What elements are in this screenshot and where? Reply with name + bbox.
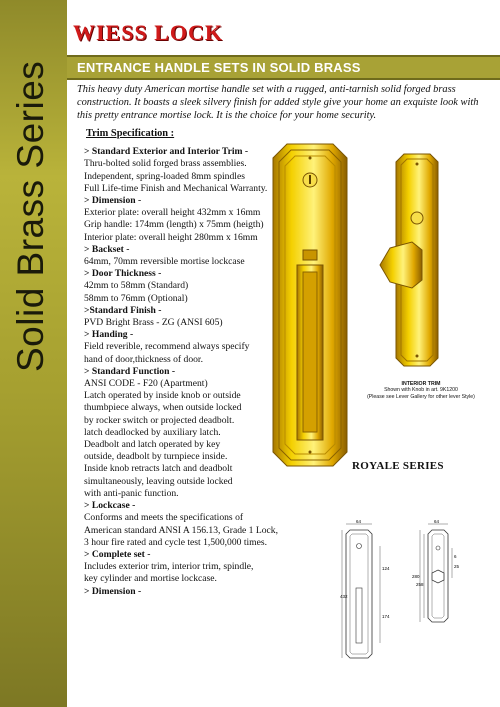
series-vertical-title: Solid Brass Series [10, 60, 51, 372]
caption-title: INTERIOR TRIM [401, 381, 441, 387]
spec-heading: > Backset - [84, 243, 130, 255]
spec-heading: >Standard Finish - [84, 304, 162, 316]
spec-line: latch deadlocked by auxiliary latch. [84, 426, 221, 438]
spec-line: PVD Bright Brass - ZG (ANSI 605) [84, 317, 223, 329]
spec-line: 3 hour fire rated and cycle test 1,500,000 times. [84, 536, 268, 548]
spec-line: Thru-bolted solid forged brass assemblies. [84, 158, 247, 170]
dim-432: 432 [340, 594, 348, 599]
spec-line: American standard ANSI A 156.13, Grade 1 Lock, [84, 524, 278, 536]
dim-174: 174 [382, 614, 390, 619]
spec-line: Includes exterior trim, interior trim, spindle, [84, 561, 254, 573]
spec-line: Full Life-time Finish and Mechanical Warranty. [84, 182, 268, 194]
spec-line: Deadbolt and latch operated by key [84, 439, 221, 451]
spec-line: Conforms and meets the specifications of [84, 512, 244, 524]
spec-line: 42mm to 58mm (Standard) [84, 280, 189, 292]
spec-line: Latch operated by inside knob or outside [84, 390, 241, 402]
spec-line: with anti-panic function. [84, 487, 179, 499]
section-header [67, 55, 500, 80]
intro-paragraph: This heavy duty American mortise handle set with a rugged, anti-tarnish solid forged brass construction. It boasts a sleek silvery finish for added style give your home an exquiste look with this pretty entrance mortise lock. It is the choice for your home security. [77, 84, 479, 121]
spec-line: hand of door,thickness of door. [84, 353, 203, 365]
spec-line: 58mm to 76mm (Optional) [84, 292, 188, 304]
spec-line: 64mm, 70mm reversible mortise lockcase [84, 256, 245, 268]
spec-line: Field reverible, recommend always specify [84, 341, 250, 353]
caption-line-2: (Please see Lever Gallery for other lever Style) [367, 393, 475, 400]
dim-258: 258 [416, 582, 424, 587]
spec-heading: > Handing - [84, 329, 134, 341]
spec-line: ANSI CODE - F20 (Apartment) [84, 378, 208, 390]
interior-trim-image [372, 150, 447, 370]
spec-heading: > Dimension - [84, 585, 142, 597]
spec-heading: > Lockcase - [84, 500, 136, 512]
exterior-trim-image [265, 140, 355, 470]
brand-logo: WIESS LOCK [73, 20, 223, 45]
spec-line: by rocker switch or projected deadbolt. [84, 414, 235, 426]
spec-line: simultaneously, leaving outside locked [84, 475, 233, 487]
spec-line: thumbpiece always, when outside locked [84, 402, 242, 414]
spec-heading: > Door Thickness - [84, 268, 162, 280]
dim-int-width: 64 [434, 519, 440, 524]
dim-6: 6 [454, 554, 457, 559]
spec-line: Interior plate: overall height 280mm x 16mm [84, 231, 258, 243]
sidebar-band [0, 0, 67, 707]
logo-bar [67, 18, 500, 50]
spec-lines [84, 146, 284, 598]
dim-ext-width: 64 [356, 519, 362, 524]
interior-trim-caption [356, 381, 486, 400]
spec-heading: > Standard Exterior and Interior Trim - [84, 146, 249, 158]
dimension-drawing [340, 518, 470, 668]
series-label: ROYALE SERIES [352, 460, 444, 472]
dim-25: 25 [454, 564, 460, 569]
dim-280: 280 [412, 574, 420, 579]
spec-line: Exterior plate: overall height 432mm x 16mm [84, 207, 261, 219]
spec-line: key cylinder and mortise lockcase. [84, 573, 217, 585]
spec-title: Trim Specification : [86, 128, 175, 139]
spec-line: outside, deadbolt by turnpiece inside. [84, 451, 228, 463]
section-title: ENTRANCE HANDLE SETS IN SOLID BRASS [77, 60, 361, 75]
caption-line-1: Shown with Knob in art. 9K1200 [384, 387, 458, 394]
spec-line: Independent, spring-loaded 8mm spindles [84, 170, 245, 182]
spec-heading: > Complete set - [84, 548, 151, 560]
spec-heading: > Standard Function - [84, 365, 176, 377]
dim-124: 124 [382, 566, 390, 571]
spec-line: Grip handle: 174mm (length) x 75mm (heigth) [84, 219, 264, 231]
spec-heading: > Dimension - [84, 195, 142, 207]
spec-line: Inside knob retracts latch and deadbolt [84, 463, 233, 475]
trim-specification [84, 128, 284, 598]
